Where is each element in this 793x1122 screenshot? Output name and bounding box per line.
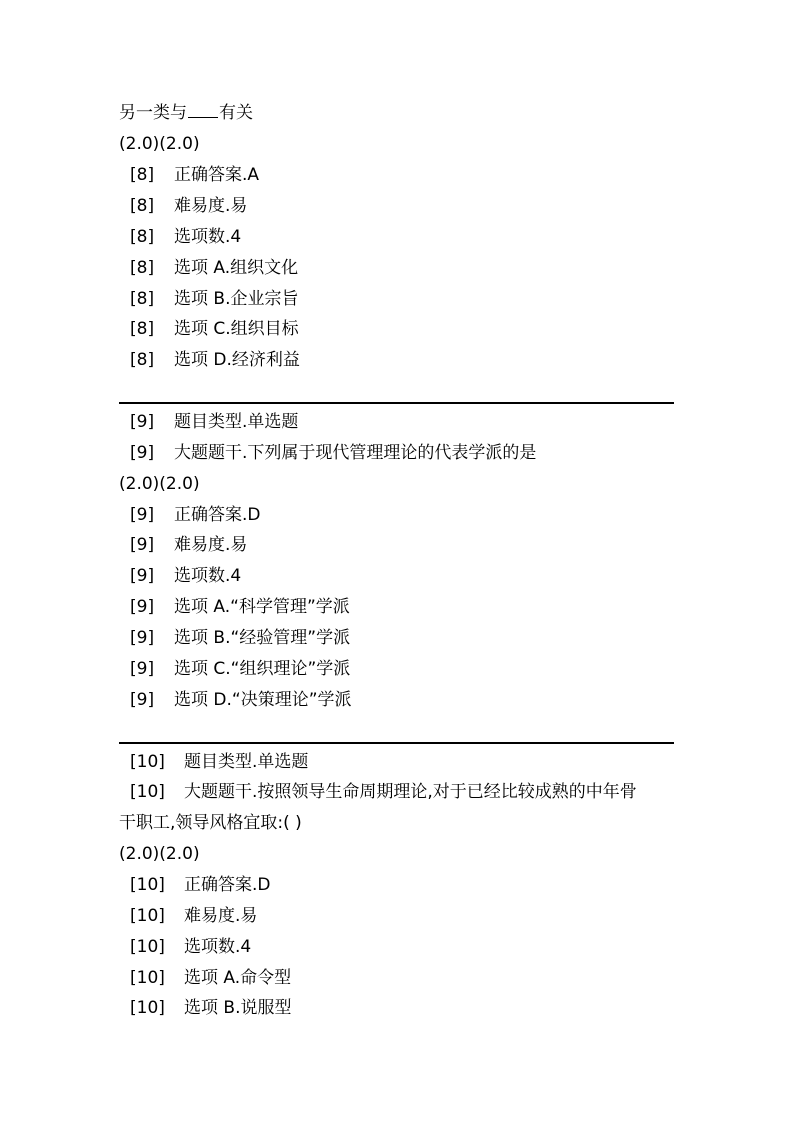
section-divider bbox=[119, 402, 674, 404]
question-10-answer-row: [10] 正确答案.D bbox=[130, 875, 271, 895]
question-10-option-a: [10] 选项 A.命令型 bbox=[130, 968, 292, 988]
question-8-option-d: [8] 选项 D.经济利益 bbox=[130, 350, 300, 370]
question-10-type-row: [10] 题目类型.单选题 bbox=[130, 752, 309, 772]
question-9-stem-row: [9] 大题题干.下列属于现代管理理论的代表学派的是 bbox=[130, 443, 537, 463]
question-9-score: (2.0)(2.0) bbox=[119, 474, 200, 494]
question-9-difficulty-row: [9] 难易度.易 bbox=[130, 535, 248, 555]
question-9-option-b: [9] 选项 B.“经验管理”学派 bbox=[130, 628, 351, 648]
question-8-option-b: [8] 选项 B.企业宗旨 bbox=[130, 289, 299, 309]
question-8-difficulty-row: [8] 难易度.易 bbox=[130, 196, 248, 216]
question-9-answer-row: [9] 正确答案.D bbox=[130, 505, 261, 525]
question-10-stem-row: [10] 大题题干.按照领导生命周期理论,对于已经比较成熟的中年骨 bbox=[130, 782, 637, 802]
section-divider bbox=[119, 742, 674, 744]
question-8-option-a: [8] 选项 A.组织文化 bbox=[130, 258, 299, 278]
question-9-option-d: [9] 选项 D.“决策理论”学派 bbox=[130, 690, 352, 710]
question-8-score: (2.0)(2.0) bbox=[119, 134, 200, 154]
question-8-answer-row: [8] 正确答案.A bbox=[130, 165, 260, 185]
question-10-stem-continuation: 干职工,领导风格宜取:( ) bbox=[119, 813, 302, 833]
question-9-option-a: [9] 选项 A.“科学管理”学派 bbox=[130, 597, 350, 617]
question-10-difficulty-row: [10] 难易度.易 bbox=[130, 906, 258, 926]
stem-text-after: 有关 bbox=[219, 103, 253, 123]
stem-text-before: 另一类与 bbox=[119, 103, 187, 123]
fill-blank bbox=[188, 103, 218, 118]
question-8-option-c: [8] 选项 C.组织目标 bbox=[130, 319, 299, 339]
question-10-option-count-row: [10] 选项数.4 bbox=[130, 937, 252, 957]
question-8-stem-tail bbox=[119, 102, 253, 124]
question-9-option-c: [9] 选项 C.“组织理论”学派 bbox=[130, 659, 351, 679]
question-9-option-count-row: [9] 选项数.4 bbox=[130, 566, 242, 586]
question-9-type-row: [9] 题目类型.单选题 bbox=[130, 412, 299, 432]
question-10-score: (2.0)(2.0) bbox=[119, 844, 200, 864]
question-8-option-count-row: [8] 选项数.4 bbox=[130, 227, 242, 247]
question-10-option-b: [10] 选项 B.说服型 bbox=[130, 998, 292, 1018]
